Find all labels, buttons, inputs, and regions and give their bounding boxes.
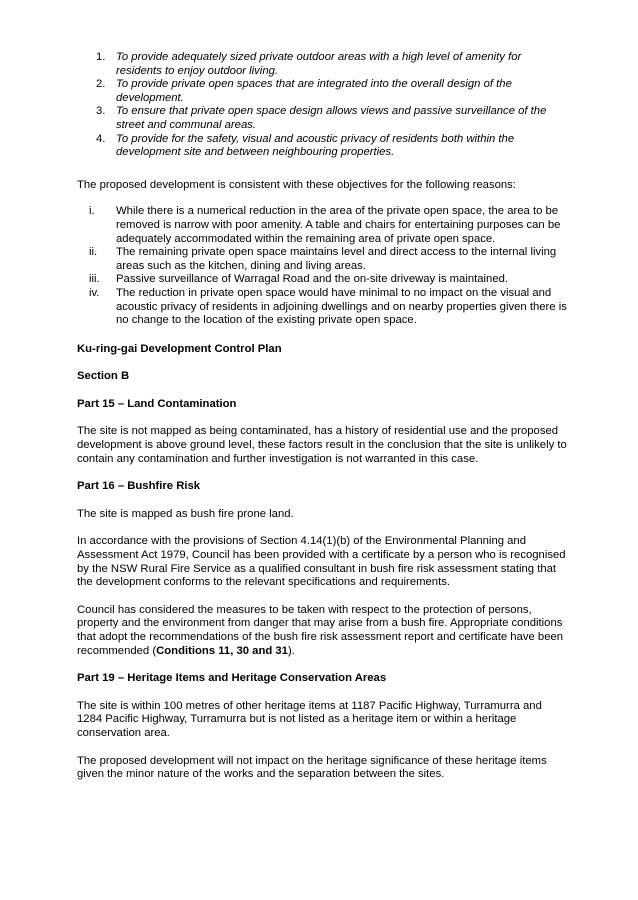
list-text: While there is a numerical reduction in the area of the private open space, the area to be removed is narrow with poor amenity. A table and chairs for entertaining purposes can be adequately accommodated within the remaining area of private open space. [116,205,561,245]
list-item [77,205,567,246]
part-16-p3-text: Council has considered the measures to be taken with respect to the protection of persons, property and the environment from danger that may arise from a bush fire. Appropriate conditions that adopt the recommendations of the bush fire risk assessment report and certificate have been recommended ( [77,603,564,657]
part-16-paragraph-1: The site is mapped as bush fire prone land. [77,507,294,520]
reasons-list [77,205,567,327]
part-16-paragraph-2: In accordance with the provisions of Section 4.14(1)(b) of the Environmental Planning and Assessment Act 1979, Council has been provided with a certificate by a person who is recognised by the NSW Rural Fire Service as a qualified consultant in bush fire risk assessment stating that the development conforms to the relevant specifications and requirements. [77,535,566,589]
list-item [77,78,567,105]
list-number: 2. [96,78,106,91]
list-text: To provide for the safety, visual and acoustic privacy of residents both within the development site and between neighbouring properties. [116,132,515,159]
list-number: 4. [96,132,106,145]
list-number: i. [89,205,95,218]
part-19-paragraph-2: The proposed development will not impact on the heritage significance of these heritage items given the minor nature of the works and the separation between the sites. [77,754,547,781]
list-item [77,246,567,273]
list-item [77,273,567,287]
document-page [77,51,567,782]
heading-part-15: Part 15 – Land Contamination [77,397,237,410]
list-item [77,51,567,78]
list-text: The remaining private open space maintains level and direct access to the internal living areas such as the kitchen, dining and living areas. [116,246,557,272]
list-text: The reduction in private open space would have minimal to no impact on the visual and acoustic privacy of residents in adjoining dwellings and on nearby properties given there is no change to the location of the existing private open space. [116,286,567,327]
list-number: 1. [96,51,106,63]
list-item [77,105,567,132]
heading-part-16: Part 16 – Bushfire Risk [77,480,201,493]
heading-dcp: Ku-ring-gai Development Control Plan [77,342,282,355]
list-text: To ensure that private open space design allows views and passive surveillance of the street and communal areas. [116,105,547,131]
list-number: ii. [89,246,98,259]
list-number: 3. [96,105,106,118]
list-item [77,287,567,328]
conditions-reference: Conditions 11, 30 and 31 [156,644,288,657]
objectives-list [77,51,567,160]
part-19-paragraph-1: The site is within 100 metres of other heritage items at 1187 Pacific Highway, Turramurra and 1284 Pacific Highway, Turramurra but is not listed as a heritage item or within a heritage conservation area. [77,699,542,739]
list-text: To provide adequately sized private outdoor areas with a high level of amenity for residents to enjoy outdoor living. [116,51,522,77]
part-16-p3-end: ). [287,644,295,657]
list-number: iv. [89,286,100,299]
list-item [77,133,567,160]
list-number: iii. [89,273,100,286]
heading-part-19: Part 19 – Heritage Items and Heritage Conservation Areas [77,672,387,685]
heading-section: Section B [77,370,130,383]
list-text: Passive surveillance of Warragal Road and the on-site driveway is maintained. [116,273,509,286]
list-text: To provide private open spaces that are integrated into the overall design of the development. [116,78,512,104]
part-16-paragraph-3 [77,604,567,658]
consistency-intro: The proposed development is consistent with these objectives for the following reasons: [77,178,516,191]
part-15-body: The site is not mapped as being contaminated, has a history of residential use and the proposed development is above ground level, these factors result in the conclusion that the site is unlikely to contain any contamination and further investigation is not warranted in this case. [77,425,567,465]
